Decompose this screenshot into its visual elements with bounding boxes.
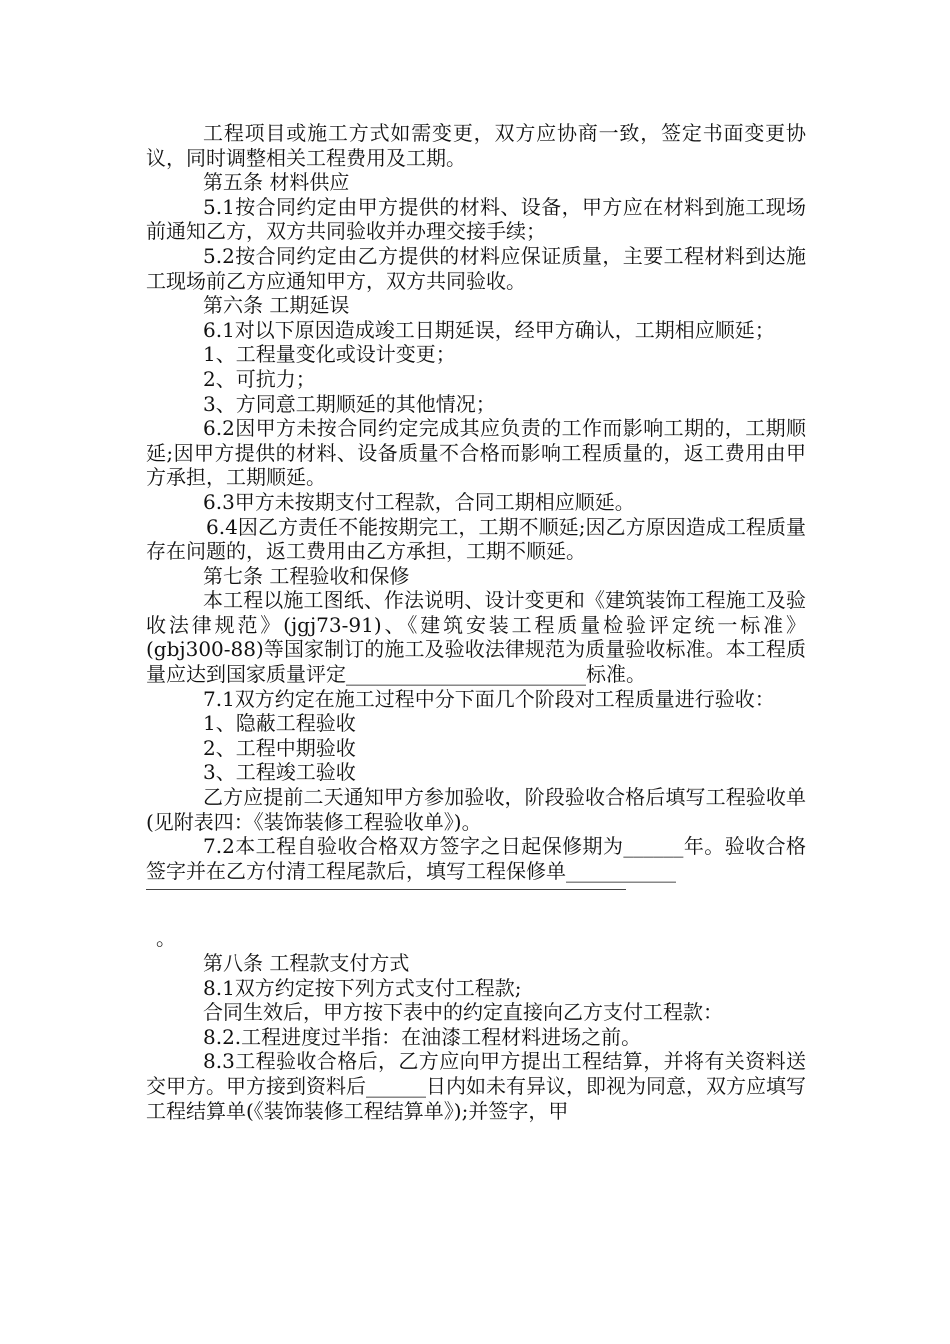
paragraph-6-2: 6.2因甲方未按合同约定完成其应负责的工作而影响工期的，工期顺延;因甲方提供的材料、设备质量不合格而影响工程质量的，返工费用由甲方承担，工期顺延。 (146, 416, 806, 490)
paragraph-7-notice: 乙方应提前二天通知甲方参加验收，阶段验收合格后填写工程验收单(见附表四：《装饰装修工程验收单》)。 (146, 785, 806, 834)
paragraph-7-2: 7.2本工程自验收合格双方签字之日起保修期为______年。验收合格签字并在乙方付清工程尾款后，填写工程保修单___________ (146, 834, 806, 883)
list-item-6-1-c: 3、方同意工期顺延的其他情况； (203, 391, 496, 416)
list-item-7-1-c: 3、工程竣工验收 (203, 760, 356, 785)
paragraph-8-1-payment: 合同生效后，甲方按下表中的约定直接向乙方支付工程款： (203, 1000, 723, 1025)
paragraph-6-3: 6.3甲方未按期支付工程款，合同工期相应顺延。 (203, 489, 635, 514)
document-body (146, 121, 806, 1123)
paragraph-6-4: 6.4因乙方责任不能按期完工，工期不顺延;因乙方原因造成工程质量存在问题的，返工费用由乙方承担，工期不顺延。 (146, 514, 806, 564)
paragraph-8-2: 8.2.工程进度过半指：在油漆工程材料进场之前。 (203, 1024, 642, 1049)
heading-article-5: 第五条 材料供应 (203, 170, 350, 195)
heading-article-7: 第七条 工程验收和保修 (203, 563, 410, 588)
paragraph-5-1: 5.1按合同约定由甲方提供的材料、设备，甲方应在材料到施工现场前通知乙方，双方共同验收并办理交接手续； (146, 194, 806, 244)
list-item-7-1-b: 2、工程中期验收 (203, 735, 356, 760)
heading-article-8: 第八条 工程款支付方式 (203, 951, 410, 975)
paragraph-8-3: 8.3工程验收合格后，乙方应向甲方提出工程结算，并将有关资料送交甲方。甲方接到资料后______日内如未有异议，即视为同意，双方应填写工程结算单(《装饰装修工程结算单》);并签字，甲 (146, 1049, 806, 1123)
paragraph-6-1: 6.1对以下原因造成竣工日期延误，经甲方确认，工期相应顺延； (203, 317, 775, 342)
heading-article-6: 第六条 工期延误 (203, 293, 350, 318)
paragraph-7-1: 7.1双方约定在施工过程中分下面几个阶段对工程质量进行验收： (203, 686, 775, 711)
fill-in-underline (146, 889, 626, 890)
list-item-6-1-a: 1、工程量变化或设计变更； (203, 342, 456, 367)
list-item-6-1-b: 2、可抗力； (203, 366, 316, 391)
paragraph-5-2: 5.2按合同约定由乙方提供的材料应保证质量，主要工程材料到达施工现场前乙方应通知甲方，双方共同验收。 (146, 243, 806, 293)
underline-end-mark: 。 (156, 926, 176, 951)
paragraph-7-standards: 本工程以施工图纸、作法说明、设计变更和《建筑装饰工程施工及验收法律规范》(jgj73-91)、《建筑安装工程质量检验评定统一标准》(gbj300-88)等国家制订的施工及验收法律规范为质量验收标准。本工程质量应达到国家质量评定________________________标准。 (146, 588, 806, 687)
list-item-7-1-a: 1、隐蔽工程验收 (203, 711, 356, 736)
paragraph-8-1: 8.1双方约定按下列方式支付工程款; (203, 975, 522, 1000)
paragraph-change-agreement: 工程项目或施工方式如需变更，双方应协商一致，签定书面变更协议，同时调整相关工程费用及工期。 (146, 121, 806, 170)
